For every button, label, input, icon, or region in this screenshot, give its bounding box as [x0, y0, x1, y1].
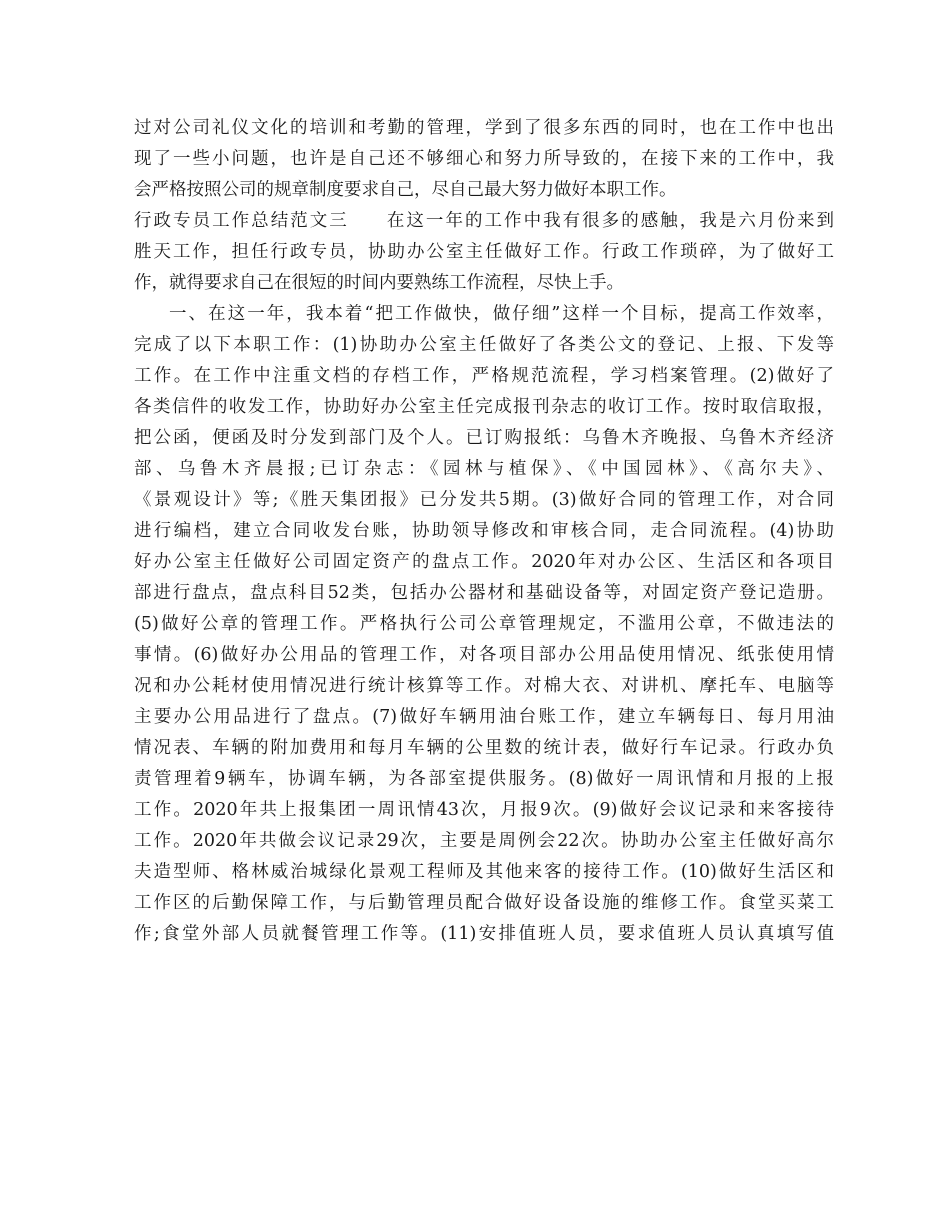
text-line: 过对公司礼仪文化的培训和考勤的管理，学到了很多东西的同时，也在工作中也出 [134, 118, 834, 138]
text-line: 《景观设计》等;《胜天集团报》已分发共5期。(3)做好合同的管理工作，对合同 [134, 490, 834, 510]
text-line: 工作。2020年共上报集团一周讯情43次，月报9次。(9)做好会议记录和来客接待 [134, 800, 834, 820]
text-line: 在这一年的工作中我有很多的感触，我是六月份来到 [384, 211, 834, 231]
document-body [134, 113, 834, 950]
text-line: 好办公室主任做好公司固定资产的盘点工作。2020年对办公区、生活区和各项目 [134, 552, 834, 572]
text-line: 况和办公耗材使用情况进行统计核算等工作。对棉大衣、对讲机、摩托车、电脑等 [134, 676, 834, 696]
text-line: 完成了以下本职工作：(1)协助办公室主任做好了各类公文的登记、上报、下发等 [134, 335, 834, 355]
text-line: 一、在这一年，我本着“把工作做快，做仔细”这样一个目标，提高工作效率， [169, 304, 834, 324]
section-heading-line [134, 206, 834, 237]
text-line: 进行编档，建立合同收发台账，协助领导修改和审核合同，走合同流程。(4)协助 [134, 521, 834, 541]
text-line: 部、乌鲁木齐晨报;已订杂志：《园林与植保》、《中国园林》、《高尔夫》、 [134, 459, 834, 479]
text-line: 现了一些小问题，也许是自己还不够细心和努力所导致的，在接下来的工作中，我 [134, 149, 834, 169]
text-line: 把公函，便函及时分发到部门及个人。已订购报纸：乌鲁木齐晚报、乌鲁木齐经济 [134, 428, 834, 448]
text-line: 各类信件的收发工作，协助好办公室主任完成报刊杂志的收订工作。按时取信取报， [134, 397, 834, 417]
text-line: 责管理着9辆车，协调车辆，为各部室提供服务。(8)做好一周讯情和月报的上报 [134, 769, 834, 789]
text-line: 作，就得要求自己在很短的时间内要熟练工作流程，尽快上手。 [134, 273, 624, 293]
text-line: 部进行盘点，盘点科目52类，包括办公器材和基础设备等，对固定资产登记造册。 [134, 583, 834, 603]
text-line: 工作。在工作中注重文档的存档工作，严格规范流程，学习档案管理。(2)做好了 [134, 366, 834, 386]
text-line: 情况表、车辆的附加费用和每月车辆的公里数的统计表，做好行车记录。行政办负 [134, 738, 834, 758]
text-line: 胜天工作，担任行政专员，协助办公室主任做好工作。行政工作琐碎，为了做好工 [134, 242, 834, 262]
text-line: 作;食堂外部人员就餐管理工作等。(11)安排值班人员，要求值班人员认真填写值 [134, 924, 834, 944]
text-line: 事情。(6)做好办公用品的管理工作，对各项目部办公用品使用情况、纸张使用情 [134, 645, 834, 665]
section-heading: 行政专员工作总结范文三 [134, 211, 349, 231]
text-line: 会严格按照公司的规章制度要求自己，尽自己最大努力做好本职工作。 [134, 180, 677, 200]
text-line: 工作。2020年共做会议记录29次，主要是周例会22次。协助办公室主任做好高尔 [134, 831, 834, 851]
text-line: 工作区的后勤保障工作，与后勤管理员配合做好设备设施的维修工作。食堂买菜工 [134, 893, 834, 913]
text-line: 夫造型师、格林威治城绿化景观工程师及其他来客的接待工作。(10)做好生活区和 [134, 862, 834, 882]
text-line: 主要办公用品进行了盘点。(7)做好车辆用油台账工作，建立车辆每日、每月用油 [134, 707, 834, 727]
text-line: (5)做好公章的管理工作。严格执行公司公章管理规定，不滥用公章，不做违法的 [134, 614, 834, 634]
